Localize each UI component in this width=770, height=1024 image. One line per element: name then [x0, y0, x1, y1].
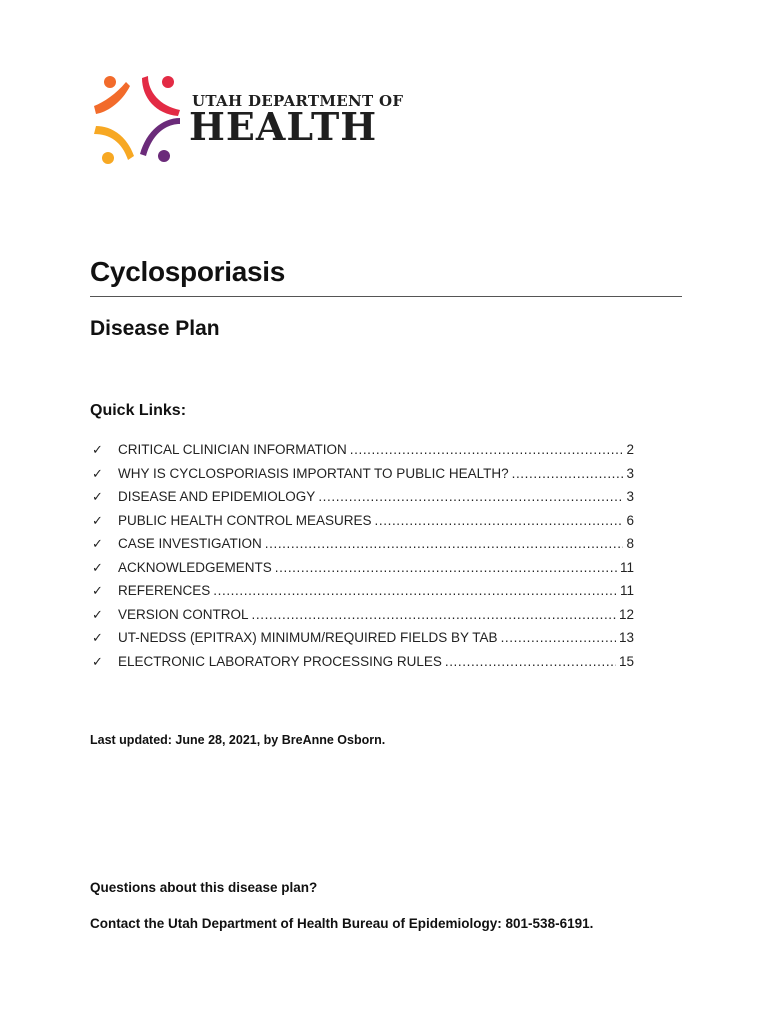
- quick-link-label[interactable]: WHY IS CYCLOSPORIASIS IMPORTANT TO PUBLIC HEALTH?: [118, 465, 509, 481]
- leader-dots: [318, 489, 623, 504]
- quick-link-page: 12: [618, 606, 634, 622]
- quick-link-label[interactable]: DISEASE AND EPIDEMIOLOGY: [118, 489, 316, 504]
- quick-link-item[interactable]: [92, 583, 634, 607]
- quick-link-item[interactable]: [92, 466, 634, 490]
- quick-link-item[interactable]: [92, 630, 634, 654]
- quick-link-label[interactable]: REFERENCES: [118, 583, 211, 598]
- logo-text-department: UTAH DEPARTMENT OF: [192, 92, 404, 110]
- checkmark-icon: ✓: [92, 537, 103, 552]
- quick-link-label[interactable]: VERSION CONTROL: [118, 606, 249, 622]
- checkmark-icon: ✓: [92, 560, 103, 576]
- document-title: Cyclosporiasis: [90, 256, 285, 287]
- questions-heading: Questions about this disease plan?: [90, 880, 318, 895]
- checkmark-icon: ✓: [92, 513, 103, 529]
- quick-link-item[interactable]: [92, 442, 634, 466]
- quick-link-page: 8: [626, 536, 634, 551]
- quick-link-page: 3: [626, 465, 634, 481]
- quick-link-item[interactable]: [92, 607, 634, 631]
- quick-link-label[interactable]: CRITICAL CLINICIAN INFORMATION: [118, 442, 347, 457]
- document-subtitle: Disease Plan: [90, 317, 220, 340]
- quick-link-page: 11: [619, 559, 634, 575]
- leader-dots: [252, 607, 616, 622]
- quick-link-item[interactable]: [92, 513, 634, 537]
- leader-dots: [265, 536, 624, 551]
- checkmark-icon: ✓: [92, 466, 103, 482]
- leader-dots: [501, 630, 616, 645]
- leader-dots: [375, 513, 624, 528]
- quick-link-item[interactable]: [92, 654, 634, 678]
- quick-link-item[interactable]: [92, 536, 634, 560]
- checkmark-icon: ✓: [92, 654, 103, 670]
- checkmark-icon: ✓: [92, 490, 103, 505]
- quick-link-page: 3: [626, 489, 634, 504]
- last-updated-note: Last updated: June 28, 2021, by BreAnne Osborn.: [90, 733, 386, 747]
- quick-link-label[interactable]: ELECTRONIC LABORATORY PROCESSING RULES: [118, 653, 442, 669]
- quick-link-label[interactable]: PUBLIC HEALTH CONTROL MEASURES: [118, 512, 372, 528]
- logo-text-health: HEALTH: [189, 104, 378, 149]
- checkmark-icon: ✓: [92, 631, 103, 646]
- title-divider: [90, 296, 682, 297]
- leader-dots: [512, 466, 624, 481]
- quick-link-page: 13: [618, 630, 634, 645]
- quick-link-item[interactable]: [92, 560, 634, 584]
- people-emblem-icon: [90, 72, 186, 168]
- quick-link-label[interactable]: ACKNOWLEDGEMENTS: [118, 559, 272, 575]
- quick-link-page: 2: [626, 442, 634, 457]
- quick-link-page: 15: [618, 653, 634, 669]
- checkmark-icon: ✓: [92, 607, 103, 623]
- checkmark-icon: ✓: [92, 584, 103, 599]
- quick-links-heading: Quick Links:: [90, 402, 187, 419]
- quick-links-list: [92, 442, 634, 677]
- utah-health-logo: [90, 72, 404, 168]
- leader-dots: [350, 442, 624, 457]
- checkmark-icon: ✓: [92, 443, 103, 458]
- leader-dots: [275, 560, 617, 575]
- quick-link-item[interactable]: [92, 489, 634, 513]
- contact-line: Contact the Utah Department of Health Bureau of Epidemiology: 801-538-6191.: [90, 916, 594, 931]
- quick-link-page: 11: [619, 583, 634, 598]
- leader-dots: [213, 583, 617, 598]
- quick-link-page: 6: [626, 512, 634, 528]
- quick-link-label[interactable]: UT-NEDSS (EPITRAX) MINIMUM/REQUIRED FIELDS BY TAB: [118, 630, 498, 645]
- leader-dots: [445, 654, 616, 669]
- quick-link-label[interactable]: CASE INVESTIGATION: [118, 536, 262, 551]
